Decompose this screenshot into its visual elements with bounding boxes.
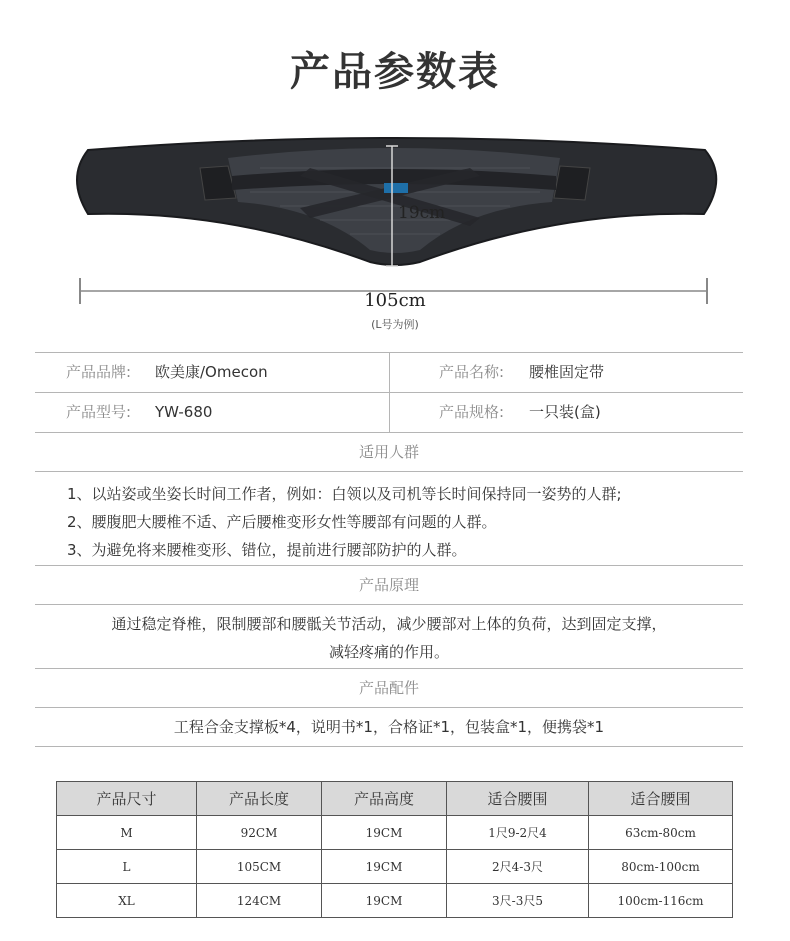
cell-waist-cm: 100cm-116cm: [589, 884, 733, 918]
info-row-model-spec: [35, 393, 743, 433]
audience-line: 1、以站姿或坐姿长时间工作者，例如：白领以及司机等长时间保持同一姿势的人群;: [67, 485, 622, 503]
cell-length: 105CM: [197, 850, 322, 884]
principle-line: 通过稳定脊椎，限制腰部和腰骶关节活动，减少腰部对上体的负荷，达到固定支撑，: [111, 615, 667, 633]
cell-waist-chi: 2尺4-3尺: [447, 850, 589, 884]
header-waist-cm: 适合腰围: [589, 782, 733, 816]
cell-height: 19CM: [322, 850, 447, 884]
header-waist-chi: 适合腰围: [447, 782, 589, 816]
header-size: 产品尺寸: [57, 782, 197, 816]
size-table-header: [57, 782, 733, 816]
model-label: 产品型号:: [66, 403, 132, 421]
accessories-body: [35, 708, 743, 747]
model-value: YW-680: [155, 403, 213, 421]
spec-label: 产品规格:: [439, 403, 505, 421]
size-table: [56, 781, 733, 918]
cell-waist-chi: 3尺-3尺5: [447, 884, 589, 918]
product-name-label: 产品名称:: [439, 363, 505, 381]
cell-waist-cm: 63cm-80cm: [589, 816, 733, 850]
audience-heading: 适用人群: [35, 433, 743, 472]
info-divider: [389, 353, 390, 392]
principle-heading: 产品原理: [35, 566, 743, 605]
cell-length: 92CM: [197, 816, 322, 850]
cell-waist-chi: 1尺9-2尺4: [447, 816, 589, 850]
cell-waist-cm: 80cm-100cm: [589, 850, 733, 884]
header-length: 产品长度: [197, 782, 322, 816]
accessories-line: 工程合金支撑板*4，说明书*1，合格证*1，包装盒*1，便携袋*1: [173, 718, 605, 736]
principle-body: [35, 605, 743, 669]
product-name-value: 腰椎固定带: [529, 363, 605, 381]
height-dimension-label: 19cm: [398, 203, 446, 223]
cell-size: L: [57, 850, 197, 884]
brand-value: 欧美康/Omecon: [155, 363, 268, 381]
audience-line: 3、为避免将来腰椎变形、错位，提前进行腰部防护的人群。: [67, 541, 467, 559]
audience-body: [35, 472, 743, 566]
cell-length: 124CM: [197, 884, 322, 918]
info-divider: [389, 393, 390, 432]
audience-line: 2、腰腹肥大腰椎不适、产后腰椎变形女性等腰部有问题的人群。: [67, 513, 497, 531]
info-row-brand-name: [35, 353, 743, 393]
accessories-heading: 产品配件: [35, 669, 743, 708]
table-row: [57, 850, 733, 884]
brand-label: 产品品牌:: [66, 363, 132, 381]
spec-value: 一只装(盒): [529, 403, 601, 421]
header-height: 产品高度: [322, 782, 447, 816]
width-dimension-label: 105cm: [364, 290, 426, 311]
width-dimension-note: (L号为例): [371, 318, 419, 331]
cell-size: M: [57, 816, 197, 850]
cell-height: 19CM: [322, 884, 447, 918]
table-row: [57, 884, 733, 918]
cell-size: XL: [57, 884, 197, 918]
product-info: [35, 352, 743, 421]
page-title: 产品参数表: [290, 49, 500, 95]
table-row: [57, 816, 733, 850]
principle-line: 减轻疼痛的作用。: [328, 643, 449, 661]
cell-height: 19CM: [322, 816, 447, 850]
